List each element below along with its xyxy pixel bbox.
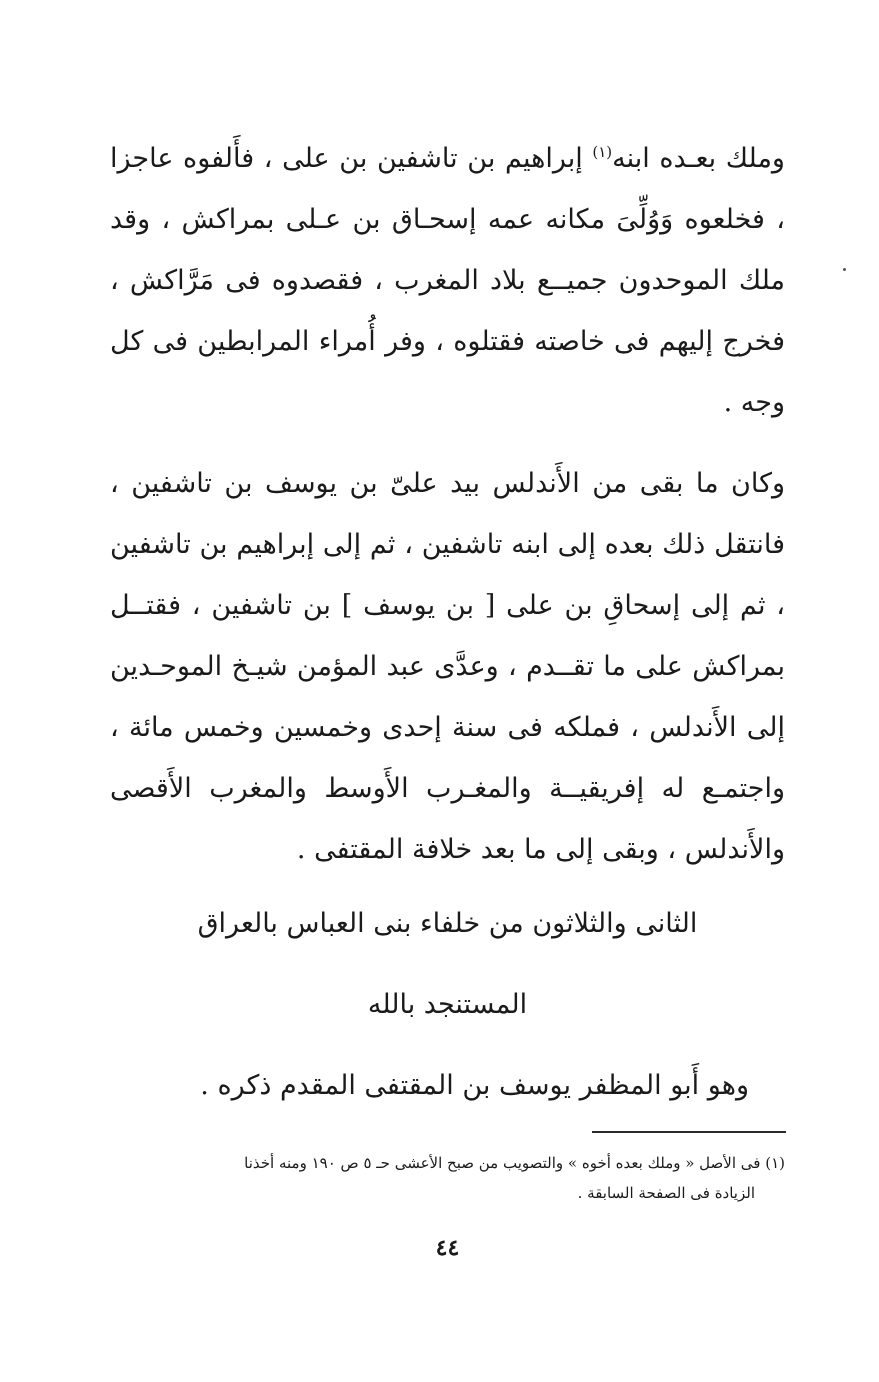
section-heading: الثانى والثلاثون من خلفاء بنى العباس بالعراق (197, 908, 698, 939)
paragraph-1-opening: وملك بعـده ابنه (612, 143, 785, 174)
footnote-line-1: (١) فى الأصل « وملك بعده أخوه » والتصويب من صبح الأعشى حـ ٥ ص ١٩٠ ومنه أخذنا (244, 1154, 785, 1172)
footnote (110, 1148, 785, 1208)
caliph-name-heading: المستنجد بالله (367, 989, 528, 1020)
paragraph-almoravid-succession (110, 128, 785, 433)
caliph-kunya-line: وهو أَبو المظفر يوسف بن المقتفى المقدم ذكره . (200, 1070, 749, 1101)
page-number: ٤٤ (435, 1235, 460, 1261)
margin-speck (843, 268, 846, 271)
paragraph-1-body: إبراهيم بن تاشفين بن على ، فأَلفوه عاجزا ، فخلعوه وَوُلِّىَ مكانه عمه إسحـاق بن عـلى بمراكش ، وقد ملك الموحدون جميــع بلاد المغرب ، فقصدوه فى مَرَّاكش ، فخرج إليهم فى خاصته فقتلوه ، وفر أُمراء المرابطين فى كل وجه . (110, 143, 785, 418)
footnote-marker: (١) (592, 143, 613, 161)
paragraph-andalus-history: وكان ما بقى من الأَندلس بيد علىّ بن يوسف بن تاشفين ، فانتقل ذلك بعده إلى ابنه تاشفين ، ثم إلى إبراهيم بن تاشفين ، ثم إلى إسحاقِ بن على [ بن يوسف ] بن تاشفين ، فقتــل بمراكش على ما تقــدم ، وعدَّى عبد المؤمن شيـخ الموحـدين إلى الأَندلس ، فملكه فى سنة إحدى وخمسين وخمس مائة ، واجتمـع له إفريقيــة والمغـرب الأَوسط والمغرب الأَقصى والأَندلس ، وبقى إلى ما بعد خلافة المقتفى . (110, 468, 785, 865)
footnote-divider (592, 1131, 786, 1133)
footnote-line-2: الزيادة فى الصفحة السابقة . (577, 1184, 755, 1202)
